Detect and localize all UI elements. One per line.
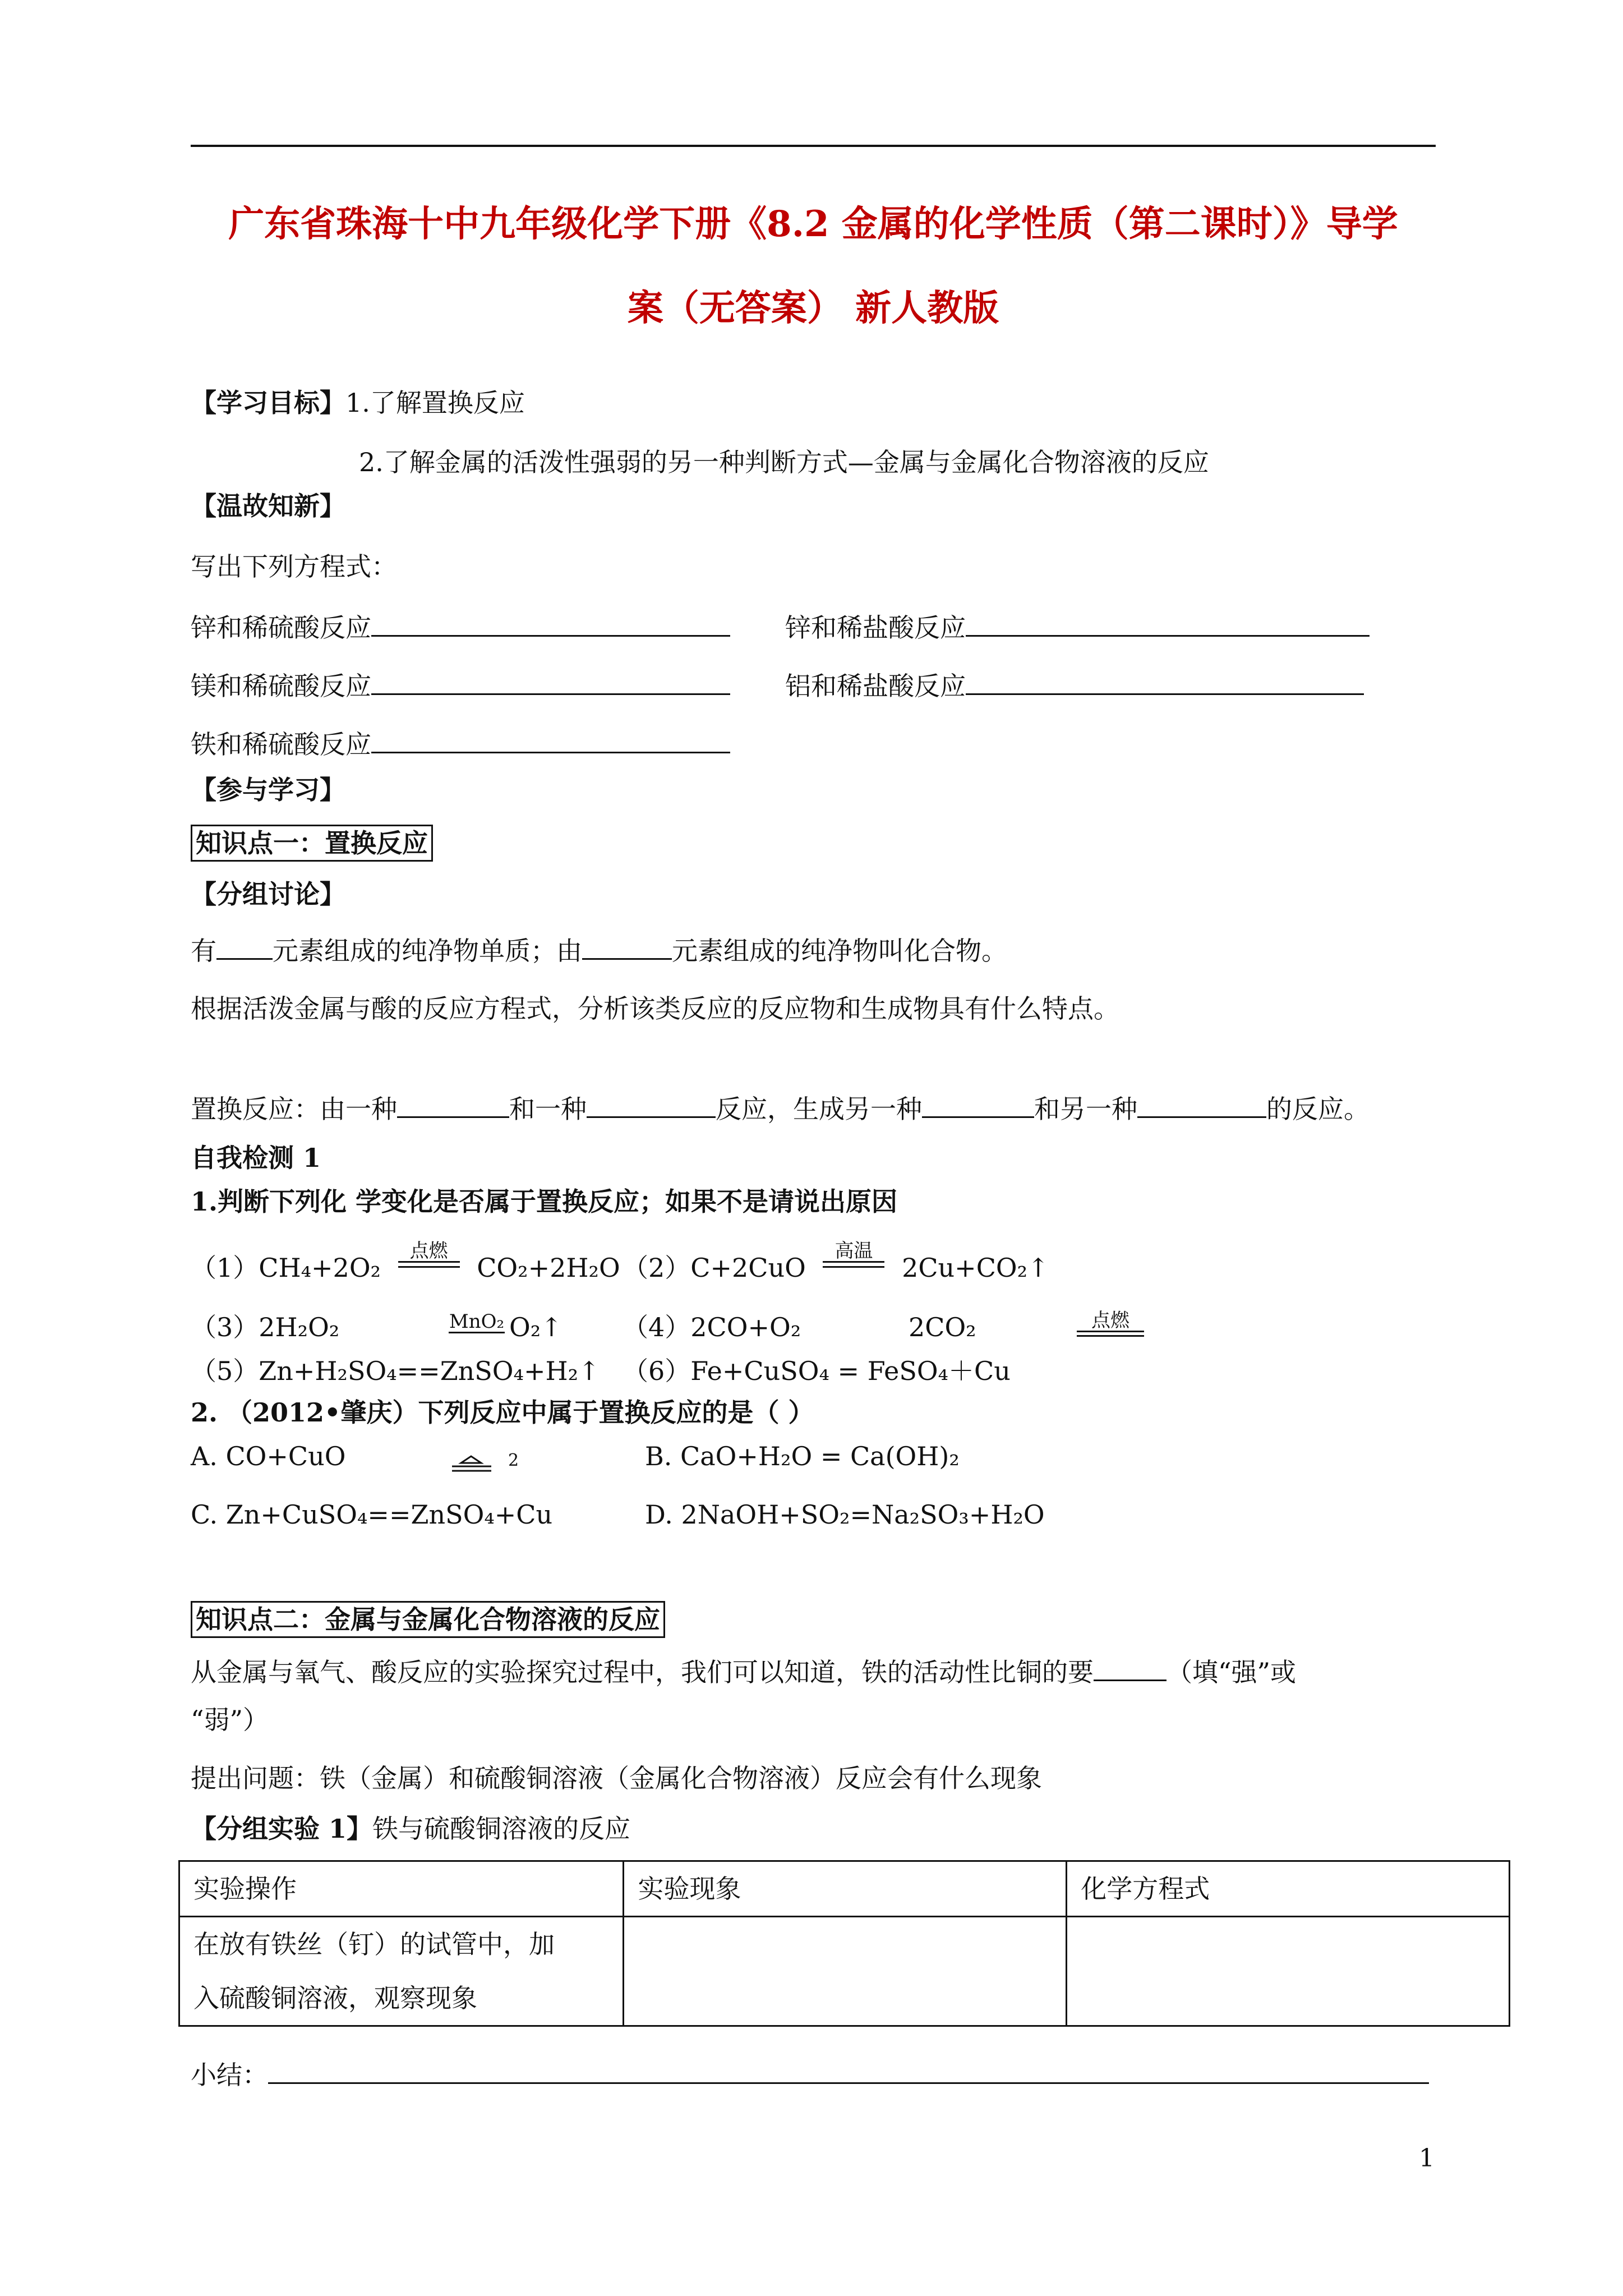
- answer-blank[interactable]: [966, 669, 1364, 695]
- table-cell-equation[interactable]: [1067, 1917, 1510, 2026]
- review-item-1-label: 锌和稀硫酸反应: [191, 613, 371, 643]
- r2-products: 2Cu+CO₂↑: [902, 1253, 1049, 1283]
- kp2-paragraph-1-cont: “弱”）: [191, 1705, 269, 1735]
- option-a-tail: 2: [508, 1451, 519, 1470]
- objectives-line-1: [191, 386, 525, 420]
- operation-line-1: 在放有铁丝（钉）的试管中，加: [193, 1929, 555, 1959]
- reaction-6: （6）Fe+CuSO₄ = FeSO₄＋Cu: [623, 1356, 1011, 1386]
- objective-1: 1.了解置换反应: [345, 388, 525, 418]
- condition-label: 高温: [834, 1240, 873, 1262]
- review-prompt: 写出下列方程式：: [191, 551, 397, 582]
- operation-line-2: 入硫酸铜溶液，观察现象: [193, 1983, 477, 2013]
- r1-products: CO₂+2H₂O: [477, 1253, 620, 1283]
- table-header-cell: 实验现象: [624, 1861, 1067, 1917]
- discussion-sentence-1: [191, 933, 1007, 968]
- experiment-title: 铁与硫酸铜溶液的反应: [372, 1814, 631, 1844]
- answer-blank[interactable]: [371, 669, 730, 695]
- summary-label: 小结：: [191, 2060, 268, 2090]
- review-item-2: [785, 610, 1370, 645]
- answer-blank[interactable]: [216, 933, 273, 960]
- r3-products: O₂↑: [509, 1312, 562, 1342]
- substitution-definition: [191, 1092, 1370, 1126]
- kp1-title: 知识点一：置换反应: [191, 825, 433, 862]
- answer-blank[interactable]: [397, 1092, 509, 1118]
- answer-blank[interactable]: [268, 2058, 1429, 2084]
- option-b: B. CaO+H₂O = Ca(OH)₂: [645, 1441, 960, 1471]
- condition-label: 点燃: [1091, 1309, 1129, 1332]
- def-part-a: 置换反应：由一种: [191, 1094, 397, 1124]
- kp2-p1-part-a: 从金属与氧气、酸反应的实验探究过程中，我们可以知道，铁的活动性比铜的要: [191, 1657, 1094, 1687]
- table-cell-operation: [179, 1917, 624, 2026]
- reaction-5: （5）Zn+H₂SO₄==ZnSO₄+H₂↑: [191, 1356, 600, 1386]
- condition-label: MnO₂: [449, 1310, 505, 1333]
- answer-blank[interactable]: [587, 1092, 716, 1118]
- review-item-3-label: 镁和稀硫酸反应: [191, 671, 371, 701]
- answer-blank[interactable]: [1137, 1092, 1266, 1118]
- discussion-sentence-2: 根据活泼金属与酸的反应方程式，分析该类反应的反应物和生成物具有什么特点。: [191, 993, 1119, 1024]
- kp2-title: 知识点二：金属与金属化合物溶液的反应: [191, 1601, 665, 1638]
- table-header-cell: 化学方程式: [1067, 1861, 1510, 1917]
- kp2-p1-part-b: （填“强”或: [1166, 1657, 1297, 1687]
- condition-mark: [823, 1241, 884, 1268]
- experiment-heading: [191, 1812, 630, 1846]
- selfcheck-heading: 自我检测 1: [191, 1143, 321, 1173]
- answer-blank[interactable]: [966, 610, 1370, 637]
- reaction-4: [623, 1310, 801, 1344]
- table-row: [179, 1917, 1510, 2026]
- heat-condition-icon: [437, 1447, 505, 1475]
- review-item-5-label: 铁和稀硫酸反应: [191, 729, 371, 760]
- s1-part-c: 元素组成的纯净物叫化合物。: [672, 936, 1007, 966]
- s1-part-a: 有: [191, 936, 216, 966]
- r4-products: 2CO₂: [909, 1312, 976, 1342]
- def-part-d: 和另一种: [1034, 1094, 1137, 1124]
- r3-reactants: （3）2H₂O₂: [191, 1312, 340, 1342]
- option-d: D. 2NaOH+SO₂=Na₂SO₃+H₂O: [645, 1499, 1045, 1530]
- experiment-label: 【分组实验 1】: [191, 1814, 373, 1844]
- header-rule: [191, 145, 1436, 147]
- condition-mark: [398, 1241, 460, 1268]
- review-item-1: [191, 610, 730, 645]
- objectives-label: 【学习目标】: [191, 388, 345, 418]
- review-item-5: [191, 727, 730, 761]
- condition-mark: [1077, 1310, 1144, 1337]
- selfcheck-q1: 1.判断下列化 学变化是否属于置换反应；如果不是请说出原因: [191, 1186, 898, 1217]
- condition-mark: [449, 1312, 505, 1333]
- review-item-3: [191, 669, 730, 703]
- option-a: [191, 1439, 345, 1473]
- table-cell-phenomenon[interactable]: [624, 1917, 1067, 2026]
- review-item-2-label: 锌和稀盐酸反应: [785, 613, 966, 643]
- r4-reactants: （4）2CO+O₂: [623, 1312, 801, 1342]
- option-c: C. Zn+CuSO₄==ZnSO₄+Cu: [191, 1499, 553, 1530]
- def-part-c: 反应，生成另一种: [716, 1094, 922, 1124]
- option-a-text: A. CO+CuO: [191, 1441, 346, 1471]
- r2-reactants: （2）C+2CuO: [623, 1253, 806, 1283]
- answer-blank[interactable]: [582, 933, 672, 960]
- discussion-heading: 【分组讨论】: [191, 879, 345, 909]
- reaction-2: [623, 1240, 1049, 1285]
- title-line-1: 广东省珠海十中九年级化学下册《8.2 金属的化学性质（第二课时）》导学: [228, 203, 1398, 245]
- reaction-1: [191, 1240, 620, 1285]
- table-header-row: [179, 1861, 1510, 1917]
- condition-label: 点燃: [409, 1240, 448, 1262]
- reaction-3: [191, 1310, 339, 1344]
- def-part-b: 和一种: [509, 1094, 587, 1124]
- review-item-4: [785, 669, 1364, 703]
- page-title: [191, 199, 1436, 334]
- table-header-cell: 实验操作: [179, 1861, 624, 1917]
- kp2-paragraph-2: 提出问题：铁（金属）和硫酸铜溶液（金属化合物溶液）反应会有什么现象: [191, 1763, 1042, 1793]
- review-heading: 【温故知新】: [191, 491, 345, 521]
- answer-blank[interactable]: [371, 610, 730, 637]
- objective-2: 2.了解金属的活泼性强弱的另一种判断方式—金属与金属化合物溶液的反应: [359, 447, 1209, 477]
- answer-blank[interactable]: [922, 1092, 1034, 1118]
- summary-line: [191, 2058, 1429, 2092]
- answer-blank[interactable]: [1094, 1655, 1166, 1681]
- title-line-2: 案（无答案） 新人教版: [627, 287, 999, 329]
- s1-part-b: 元素组成的纯净物单质；由: [273, 936, 582, 966]
- selfcheck-q2: 2. （2012•肇庆）下列反应中属于置换反应的是（ ）: [191, 1397, 814, 1428]
- participate-heading: 【参与学习】: [191, 775, 345, 805]
- answer-blank[interactable]: [371, 727, 730, 753]
- review-item-4-label: 铝和稀盐酸反应: [785, 671, 966, 701]
- experiment-table: [178, 1860, 1510, 2027]
- r1-reactants: （1）CH₄+2O₂: [191, 1253, 381, 1283]
- kp2-paragraph-1: [191, 1655, 1296, 1689]
- def-part-e: 的反应。: [1266, 1094, 1370, 1124]
- page-number: 1: [1419, 2144, 1435, 2173]
